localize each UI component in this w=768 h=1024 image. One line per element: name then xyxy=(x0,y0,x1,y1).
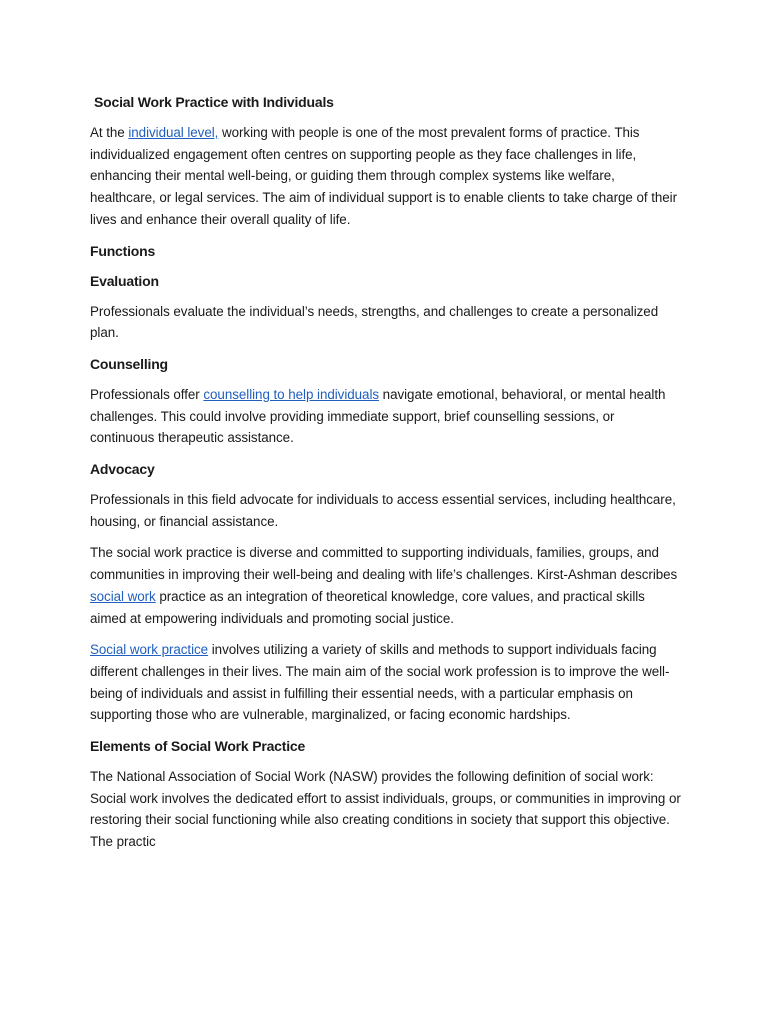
text-fragment: practice as an integration of theoretical knowledge, core values, and practical skills aimed at empowering individuals and promoting social justice. xyxy=(90,588,645,626)
social-work-practice-link[interactable]: Social work practice xyxy=(90,642,209,658)
heading-functions: Functions xyxy=(90,242,156,259)
text-fragment: working with people is one of the most prevalent forms of practice. This individualized engagement often centres on supporting people as they face challenges in life, enhancing their mental well-being, or guiding them through complex systems like welfare, healthcare, or legal services. The aim of individual support is to enable clients to take charge of their lives and enhance their overall quality of life. xyxy=(90,125,677,227)
paragraph-advocacy: Professionals in this field advocate for individuals to access essential services, including healthcare, housing, or financial assistance. xyxy=(90,492,676,529)
heading-evaluation: Evaluation xyxy=(90,272,159,289)
paragraph-counselling xyxy=(90,384,682,449)
paragraph-individual-level xyxy=(90,122,682,231)
social-work-link[interactable]: social work xyxy=(90,588,156,604)
heading-elements: Elements of Social Work Practice xyxy=(90,738,306,755)
document-page xyxy=(90,92,682,863)
text-fragment: The social work practice is diverse and committed to supporting individuals, families, groups, and communities in improving their well-being and dealing with life’s challenges. Kirst-Ashman describes xyxy=(90,545,678,583)
heading-counselling: Counselling xyxy=(90,355,168,372)
counselling-link[interactable]: counselling to help individuals xyxy=(203,386,380,402)
individual-level-link[interactable]: individual level, xyxy=(128,125,219,140)
heading-advocacy: Advocacy xyxy=(90,461,155,478)
paragraph-diverse-practice xyxy=(90,542,682,629)
paragraph-evaluation: Professionals evaluate the individual’s needs, strengths, and challenges to create a personalized plan. xyxy=(90,303,659,341)
text-fragment: Professionals offer xyxy=(90,386,204,402)
document-title: Social Work Practice with Individuals xyxy=(94,94,334,110)
text-fragment: involves utilizing a variety of skills and methods to support individuals facing different challenges in their lives. The main aim of the social work profession is to improve the well-being of individuals and assist in fulfilling their essential needs, with a particular emphasis on supporting those who are vulnerable, marginalized, or facing economic hardships. xyxy=(90,642,670,723)
text-fragment: At the xyxy=(90,125,129,140)
paragraph-nasw: The National Association of Social Work (NASW) provides the following definition of social work: Social work involves the dedicated effort to assist individuals, groups, or communities in improving or restoring their social functioning while also creating conditions in society that support this objective. The practic xyxy=(90,769,681,850)
paragraph-social-work-practice xyxy=(90,639,682,726)
text-fragment: navigate emotional, behavioral, or mental health challenges. This could involve providing immediate support, brief counselling sessions, or continuous therapeutic assistance. xyxy=(90,386,666,446)
